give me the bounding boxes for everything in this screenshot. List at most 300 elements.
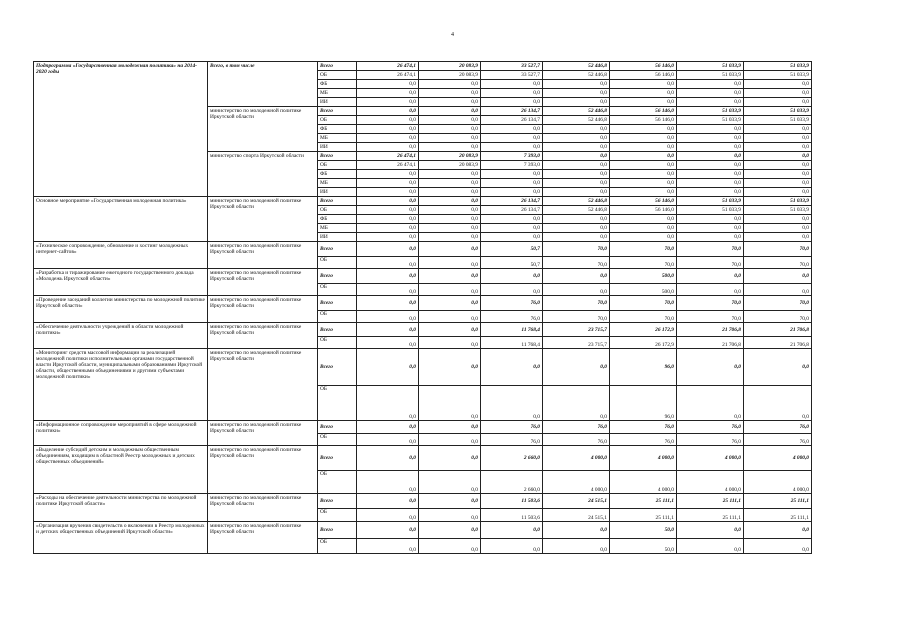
value-cell: 0,0 <box>677 188 744 197</box>
value-cell: 26 134,7 <box>481 107 543 116</box>
value-cell: 21 706,8 <box>677 323 744 337</box>
value-cell: 0,0 <box>419 509 481 522</box>
value-cell: 25 111,1 <box>744 509 812 522</box>
funding-source-cell: Всего <box>318 242 357 257</box>
table-row <box>34 197 812 206</box>
funding-source-cell: ОБ <box>318 539 357 554</box>
value-cell: 0,0 <box>419 233 481 242</box>
value-cell: 25 111,1 <box>610 509 677 522</box>
value-cell: 0,0 <box>744 98 812 107</box>
value-cell: 0,0 <box>744 522 812 539</box>
value-cell: 0,0 <box>677 269 744 284</box>
value-cell: 0,0 <box>610 98 677 107</box>
value-cell: 0,0 <box>677 170 744 179</box>
value-cell: 76,0 <box>481 296 543 311</box>
funding-source-cell: ОБ <box>318 509 357 522</box>
value-cell: 0,0 <box>543 215 610 224</box>
value-cell: 52 446,8 <box>543 116 610 125</box>
value-cell: 0,0 <box>419 311 481 323</box>
responsible-cell: министерство по молодежной политике Иркутской области <box>208 296 318 323</box>
responsible-cell: министерство по молодежной политике Иркутской области <box>208 494 318 522</box>
value-cell: 51 033,9 <box>677 107 744 116</box>
value-cell: 0,0 <box>543 125 610 134</box>
responsible-cell: министерство по молодежной политике Иркутской области <box>208 349 318 421</box>
value-cell: 0,0 <box>419 494 481 509</box>
value-cell: 23 715,7 <box>543 323 610 337</box>
value-cell: 0,0 <box>543 349 610 386</box>
value-cell: 0,0 <box>610 179 677 188</box>
funding-source-cell: ОБ <box>318 434 357 446</box>
funding-source-cell: Всего <box>318 494 357 509</box>
activity-name-cell: «Организация вручения свидетельств о включении в Реестр молодежных и детских общественных объединений Иркутской области» <box>34 522 208 554</box>
value-cell: 26 172,9 <box>610 337 677 349</box>
value-cell: 0,0 <box>481 80 543 89</box>
value-cell: 11 768,4 <box>481 323 543 337</box>
value-cell: 56 146,0 <box>610 107 677 116</box>
value-cell: 96,0 <box>610 386 677 421</box>
responsible-cell: министерство по молодежной политике Иркутской области <box>208 421 318 446</box>
table-row <box>34 242 812 257</box>
funding-source-cell: ОБ <box>318 206 357 215</box>
funding-source-cell: Всего <box>318 296 357 311</box>
value-cell: 0,0 <box>677 179 744 188</box>
activity-name-cell: «Информационное сопровождение мероприятий в сфере молодежной политики» <box>34 421 208 446</box>
funding-source-cell: Всего <box>318 446 357 471</box>
value-cell: 0,0 <box>357 125 419 134</box>
value-cell: 50,0 <box>610 539 677 554</box>
value-cell: 0,0 <box>481 188 543 197</box>
funding-source-cell: Всего <box>318 152 357 161</box>
value-cell: 0,0 <box>357 471 419 494</box>
value-cell: 0,0 <box>481 522 543 539</box>
value-cell: 0,0 <box>677 539 744 554</box>
activity-name-cell: «Техническое сопровождение, обновление и хостинг молодежных интернет-сайтов» <box>34 242 208 269</box>
value-cell: 0,0 <box>744 386 812 421</box>
value-cell: 0,0 <box>357 179 419 188</box>
value-cell: 0,0 <box>481 125 543 134</box>
value-cell: 500,0 <box>610 284 677 296</box>
value-cell: 0,0 <box>357 522 419 539</box>
responsible-cell: министерство по молодежной политике Иркутской области <box>208 197 318 242</box>
responsible-cell: министерство по молодежной политике Иркутской области <box>208 323 318 349</box>
value-cell: 52 446,8 <box>543 62 610 71</box>
table-row <box>34 296 812 311</box>
value-cell: 0,0 <box>357 284 419 296</box>
value-cell: 0,0 <box>543 224 610 233</box>
value-cell: 0,0 <box>610 89 677 98</box>
activity-name-cell: Подпрограмма «Государственная молодежная политика» на 2014-2020 годы <box>34 62 208 197</box>
funding-source-cell: ИИ <box>318 143 357 152</box>
value-cell: 0,0 <box>744 349 812 386</box>
value-cell: 0,0 <box>481 269 543 284</box>
activity-name-cell: Основное мероприятие «Государственная молодежная политика» <box>34 197 208 242</box>
value-cell: 0,0 <box>357 206 419 215</box>
value-cell: 0,0 <box>419 170 481 179</box>
value-cell: 33 527,7 <box>481 71 543 80</box>
value-cell: 0,0 <box>419 179 481 188</box>
funding-source-cell: ФБ <box>318 170 357 179</box>
value-cell: 25 111,1 <box>610 494 677 509</box>
value-cell: 0,0 <box>744 80 812 89</box>
funding-source-cell: ОБ <box>318 161 357 170</box>
value-cell: 0,0 <box>677 98 744 107</box>
value-cell: 70,0 <box>543 296 610 311</box>
value-cell: 2 660,0 <box>481 471 543 494</box>
value-cell: 0,0 <box>744 170 812 179</box>
page-number: 4 <box>451 32 454 38</box>
value-cell: 0,0 <box>543 539 610 554</box>
value-cell: 0,0 <box>357 242 419 257</box>
value-cell: 0,0 <box>610 188 677 197</box>
value-cell: 0,0 <box>677 134 744 143</box>
value-cell: 0,0 <box>419 80 481 89</box>
value-cell: 0,0 <box>481 170 543 179</box>
funding-source-cell: Всего <box>318 421 357 434</box>
value-cell: 7 393,0 <box>481 161 543 170</box>
value-cell: 0,0 <box>744 89 812 98</box>
value-cell: 0,0 <box>419 188 481 197</box>
activity-name-cell: «Выделение субсидий детским и молодежным общественным объединениям, входящим в областной Реестр молодежных и детских общественных объединений» <box>34 446 208 494</box>
value-cell: 0,0 <box>357 224 419 233</box>
funding-source-cell: ФБ <box>318 80 357 89</box>
value-cell: 52 446,8 <box>543 71 610 80</box>
value-cell: 0,0 <box>357 233 419 242</box>
value-cell: 0,0 <box>419 349 481 386</box>
value-cell: 0,0 <box>419 284 481 296</box>
value-cell: 70,0 <box>744 257 812 269</box>
value-cell: 0,0 <box>357 143 419 152</box>
value-cell: 51 033,9 <box>744 116 812 125</box>
value-cell: 76,0 <box>481 421 543 434</box>
responsible-cell: министерство по молодежной политике Иркутской области <box>208 242 318 269</box>
value-cell: 0,0 <box>677 349 744 386</box>
value-cell: 0,0 <box>357 107 419 116</box>
value-cell: 25 111,1 <box>677 494 744 509</box>
value-cell: 0,0 <box>481 215 543 224</box>
activity-name-cell: «Мониторинг средств массовой информации за реализацией молодежной политики исполнительными органами государственной власти Иркутской области, муниципальными образованиями Иркутской области, общественными объединениями и другими субъектами молодежной политики» <box>34 349 208 421</box>
value-cell: 4 000,0 <box>610 446 677 471</box>
value-cell: 0,0 <box>419 143 481 152</box>
value-cell: 70,0 <box>677 257 744 269</box>
value-cell: 0,0 <box>481 143 543 152</box>
value-cell: 0,0 <box>543 152 610 161</box>
value-cell: 0,0 <box>744 233 812 242</box>
value-cell: 51 033,9 <box>677 197 744 206</box>
value-cell: 0,0 <box>357 134 419 143</box>
value-cell: 26 474,1 <box>357 152 419 161</box>
value-cell: 51 033,9 <box>677 71 744 80</box>
value-cell: 0,0 <box>357 215 419 224</box>
value-cell: 0,0 <box>419 386 481 421</box>
value-cell: 51 033,9 <box>744 197 812 206</box>
value-cell: 0,0 <box>744 125 812 134</box>
table-row <box>34 269 812 284</box>
value-cell: 0,0 <box>610 125 677 134</box>
funding-source-cell: МБ <box>318 89 357 98</box>
value-cell: 7 393,0 <box>481 152 543 161</box>
value-cell: 0,0 <box>744 224 812 233</box>
table-row <box>34 446 812 471</box>
value-cell: 21 706,8 <box>744 337 812 349</box>
value-cell: 50,7 <box>481 257 543 269</box>
funding-source-cell: Всего <box>318 522 357 539</box>
value-cell: 0,0 <box>481 539 543 554</box>
value-cell: 0,0 <box>610 80 677 89</box>
value-cell: 0,0 <box>543 134 610 143</box>
value-cell: 76,0 <box>677 421 744 434</box>
value-cell: 26 172,9 <box>610 323 677 337</box>
value-cell: 0,0 <box>744 161 812 170</box>
value-cell: 0,0 <box>419 323 481 337</box>
value-cell: 500,0 <box>610 269 677 284</box>
funding-source-cell: Всего <box>318 323 357 337</box>
value-cell: 25 111,1 <box>677 509 744 522</box>
value-cell: 26 474,1 <box>357 71 419 80</box>
value-cell: 0,0 <box>677 522 744 539</box>
value-cell: 23 715,7 <box>543 337 610 349</box>
value-cell: 0,0 <box>677 80 744 89</box>
value-cell: 0,0 <box>419 89 481 98</box>
funding-source-cell: ФБ <box>318 125 357 134</box>
value-cell: 0,0 <box>610 143 677 152</box>
value-cell: 70,0 <box>744 242 812 257</box>
funding-source-cell: ОБ <box>318 386 357 421</box>
value-cell: 0,0 <box>744 188 812 197</box>
value-cell: 0,0 <box>543 179 610 188</box>
budget-table <box>33 61 812 554</box>
responsible-cell: министерство по молодежной политике Иркутской области <box>208 522 318 554</box>
funding-source-cell: ОБ <box>318 337 357 349</box>
value-cell: 4 000,0 <box>543 471 610 494</box>
funding-source-cell: ОБ <box>318 71 357 80</box>
value-cell: 11 503,6 <box>481 494 543 509</box>
value-cell: 0,0 <box>543 233 610 242</box>
activity-name-cell: «Расходы на обеспечение деятельности министерства по молодежной политике Иркутской области» <box>34 494 208 522</box>
value-cell: 4 000,0 <box>677 446 744 471</box>
funding-source-cell: Всего <box>318 269 357 284</box>
value-cell: 0,0 <box>481 233 543 242</box>
value-cell: 0,0 <box>357 434 419 446</box>
value-cell: 50,7 <box>481 242 543 257</box>
value-cell: 56 146,0 <box>610 62 677 71</box>
value-cell: 51 033,9 <box>744 62 812 71</box>
value-cell: 56 146,0 <box>610 71 677 80</box>
value-cell: 70,0 <box>610 296 677 311</box>
funding-source-cell: ИИ <box>318 188 357 197</box>
value-cell: 0,0 <box>419 471 481 494</box>
value-cell: 0,0 <box>481 386 543 421</box>
value-cell: 0,0 <box>677 161 744 170</box>
value-cell: 0,0 <box>744 134 812 143</box>
value-cell: 26 134,7 <box>481 116 543 125</box>
value-cell: 70,0 <box>610 242 677 257</box>
value-cell: 0,0 <box>543 170 610 179</box>
funding-source-cell: ОБ <box>318 311 357 323</box>
value-cell: 76,0 <box>543 421 610 434</box>
value-cell: 4 000,0 <box>610 471 677 494</box>
funding-source-cell: Всего <box>318 62 357 71</box>
value-cell: 76,0 <box>610 421 677 434</box>
value-cell: 0,0 <box>543 522 610 539</box>
value-cell: 0,0 <box>481 284 543 296</box>
value-cell: 56 146,0 <box>610 197 677 206</box>
value-cell: 52 446,8 <box>543 197 610 206</box>
funding-source-cell: МБ <box>318 179 357 188</box>
value-cell: 52 446,8 <box>543 206 610 215</box>
value-cell: 0,0 <box>357 257 419 269</box>
value-cell: 0,0 <box>357 539 419 554</box>
value-cell: 76,0 <box>481 434 543 446</box>
value-cell: 70,0 <box>744 296 812 311</box>
value-cell: 0,0 <box>357 98 419 107</box>
value-cell: 4 000,0 <box>677 471 744 494</box>
responsible-cell: Всего, в том числе <box>208 62 318 107</box>
value-cell: 76,0 <box>677 434 744 446</box>
value-cell: 70,0 <box>677 296 744 311</box>
value-cell: 0,0 <box>357 386 419 421</box>
value-cell: 76,0 <box>744 434 812 446</box>
value-cell: 76,0 <box>481 311 543 323</box>
value-cell: 0,0 <box>543 386 610 421</box>
value-cell: 0,0 <box>677 233 744 242</box>
value-cell: 70,0 <box>744 311 812 323</box>
value-cell: 0,0 <box>481 224 543 233</box>
value-cell: 0,0 <box>357 509 419 522</box>
value-cell: 0,0 <box>357 269 419 284</box>
value-cell: 0,0 <box>357 80 419 89</box>
activity-name-cell: «Обеспечение деятельности учреждений в области молодежной политики» <box>34 323 208 349</box>
value-cell: 0,0 <box>419 446 481 471</box>
value-cell: 51 033,9 <box>744 71 812 80</box>
value-cell: 0,0 <box>357 296 419 311</box>
value-cell: 0,0 <box>419 296 481 311</box>
value-cell: 0,0 <box>357 116 419 125</box>
value-cell: 0,0 <box>419 421 481 434</box>
value-cell: 0,0 <box>357 337 419 349</box>
responsible-cell: министерство по молодежной политике Иркутской области <box>208 107 318 152</box>
value-cell: 0,0 <box>419 116 481 125</box>
value-cell: 70,0 <box>677 242 744 257</box>
funding-source-cell: Всего <box>318 107 357 116</box>
value-cell: 20 083,9 <box>419 71 481 80</box>
value-cell: 0,0 <box>677 386 744 421</box>
funding-source-cell: Всего <box>318 197 357 206</box>
funding-source-cell: Всего <box>318 349 357 386</box>
value-cell: 4 000,0 <box>543 446 610 471</box>
value-cell: 51 033,9 <box>744 206 812 215</box>
value-cell: 0,0 <box>481 98 543 107</box>
value-cell: 25 111,1 <box>744 494 812 509</box>
value-cell: 0,0 <box>481 349 543 386</box>
value-cell: 76,0 <box>543 434 610 446</box>
value-cell: 0,0 <box>419 257 481 269</box>
value-cell: 0,0 <box>419 134 481 143</box>
value-cell: 0,0 <box>419 539 481 554</box>
value-cell: 0,0 <box>610 233 677 242</box>
value-cell: 2 660,0 <box>481 446 543 471</box>
value-cell: 0,0 <box>543 188 610 197</box>
value-cell: 21 706,8 <box>744 323 812 337</box>
value-cell: 0,0 <box>744 152 812 161</box>
value-cell: 20 083,9 <box>419 152 481 161</box>
value-cell: 0,0 <box>744 143 812 152</box>
value-cell: 0,0 <box>543 89 610 98</box>
value-cell: 0,0 <box>357 311 419 323</box>
value-cell: 26 474,1 <box>357 62 419 71</box>
value-cell: 0,0 <box>677 89 744 98</box>
value-cell: 11 768,4 <box>481 337 543 349</box>
responsible-cell: министерство спорта Иркутской области <box>208 152 318 197</box>
value-cell: 0,0 <box>419 434 481 446</box>
value-cell: 0,0 <box>744 284 812 296</box>
value-cell: 0,0 <box>543 161 610 170</box>
value-cell: 0,0 <box>677 152 744 161</box>
value-cell: 51 033,9 <box>677 206 744 215</box>
activity-name-cell: «Разработка и тиражирование ежегодного государственного доклада «Молодежь Иркутской области» <box>34 269 208 296</box>
value-cell: 0,0 <box>610 170 677 179</box>
value-cell: 0,0 <box>357 494 419 509</box>
funding-source-cell: МБ <box>318 224 357 233</box>
value-cell: 0,0 <box>677 224 744 233</box>
table-body <box>34 62 812 554</box>
value-cell: 26 134,7 <box>481 197 543 206</box>
value-cell: 0,0 <box>677 125 744 134</box>
value-cell: 0,0 <box>419 337 481 349</box>
activity-name-cell: «Проведение заседаний коллегии министерства по молодежной политике Иркутской области» <box>34 296 208 323</box>
value-cell: 0,0 <box>357 349 419 386</box>
value-cell: 51 033,9 <box>677 116 744 125</box>
value-cell: 0,0 <box>357 188 419 197</box>
value-cell: 0,0 <box>419 269 481 284</box>
table-row <box>34 323 812 337</box>
funding-source-cell: ОБ <box>318 284 357 296</box>
value-cell: 0,0 <box>419 107 481 116</box>
value-cell: 0,0 <box>357 170 419 179</box>
value-cell: 0,0 <box>543 269 610 284</box>
value-cell: 0,0 <box>419 522 481 539</box>
value-cell: 4 000,0 <box>744 446 812 471</box>
value-cell: 70,0 <box>543 311 610 323</box>
value-cell: 0,0 <box>357 323 419 337</box>
value-cell: 51 033,9 <box>677 62 744 71</box>
value-cell: 26 474,1 <box>357 161 419 170</box>
value-cell: 0,0 <box>677 284 744 296</box>
value-cell: 70,0 <box>543 257 610 269</box>
value-cell: 0,0 <box>610 215 677 224</box>
value-cell: 21 706,8 <box>677 337 744 349</box>
value-cell: 11 503,6 <box>481 509 543 522</box>
value-cell: 0,0 <box>744 269 812 284</box>
funding-source-cell: ИИ <box>318 233 357 242</box>
value-cell: 0,0 <box>610 152 677 161</box>
table-row <box>34 494 812 509</box>
table-row <box>34 349 812 386</box>
value-cell: 0,0 <box>419 242 481 257</box>
value-cell: 0,0 <box>481 179 543 188</box>
value-cell: 0,0 <box>610 224 677 233</box>
value-cell: 24 515,1 <box>543 509 610 522</box>
value-cell: 0,0 <box>419 206 481 215</box>
table-row <box>34 421 812 434</box>
value-cell: 0,0 <box>357 197 419 206</box>
value-cell: 0,0 <box>357 446 419 471</box>
value-cell: 0,0 <box>543 80 610 89</box>
value-cell: 56 146,0 <box>610 206 677 215</box>
funding-source-cell: ОБ <box>318 116 357 125</box>
value-cell: 0,0 <box>677 215 744 224</box>
value-cell: 70,0 <box>610 311 677 323</box>
value-cell: 0,0 <box>744 179 812 188</box>
